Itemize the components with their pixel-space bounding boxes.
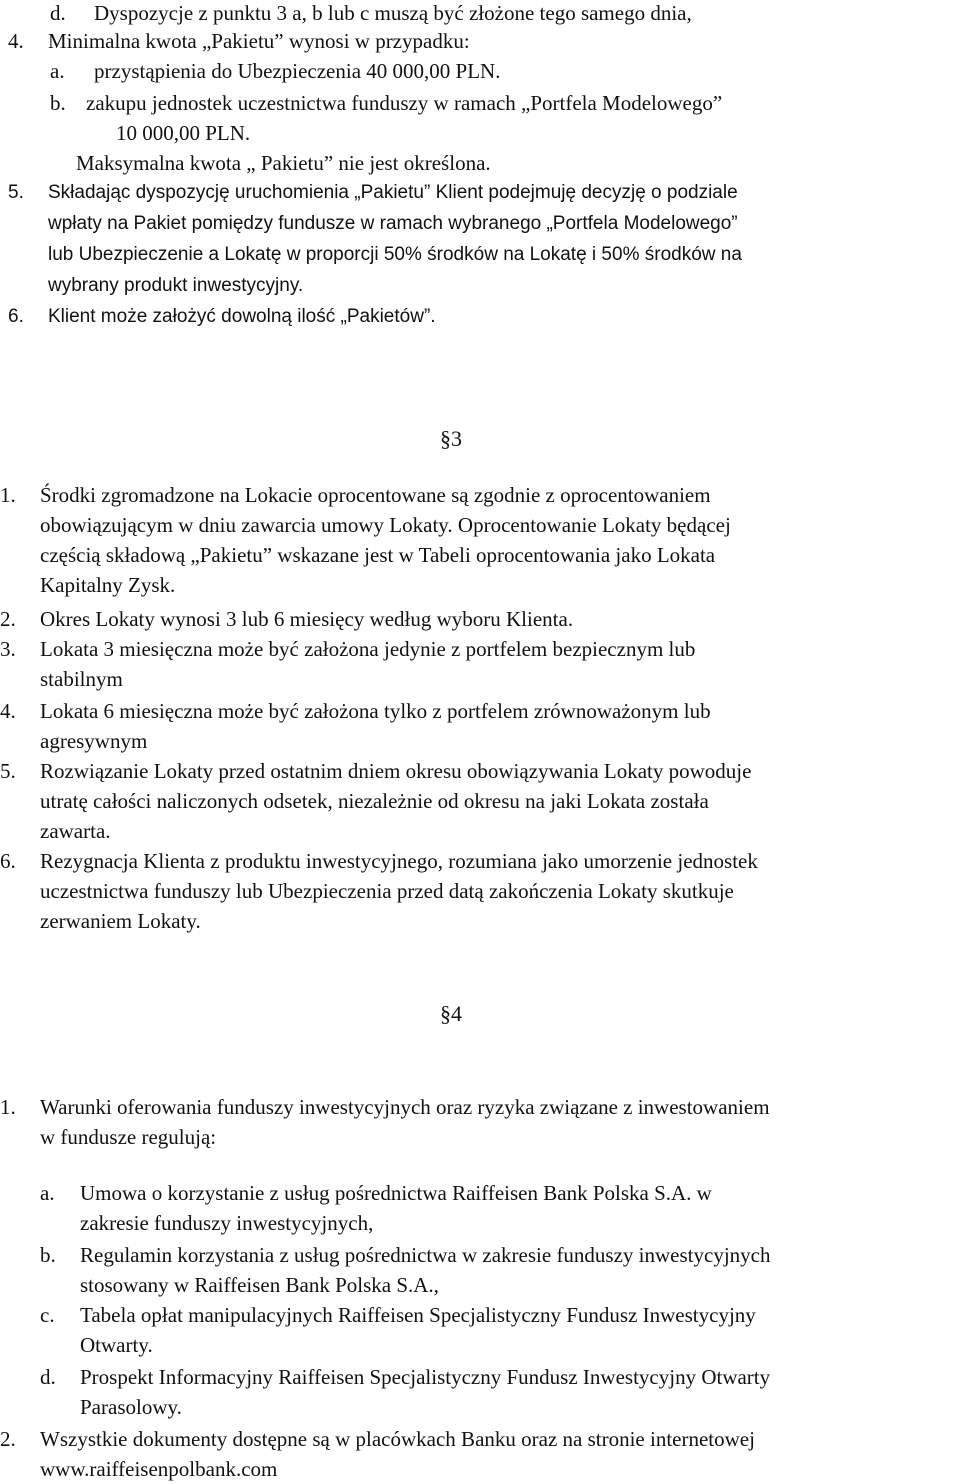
- item-number: 3.: [0, 637, 16, 661]
- section-heading-4: §4: [440, 1001, 462, 1026]
- paragraph-number: 4.: [8, 29, 24, 53]
- item-text: Umowa o korzystanie z usług pośrednictwa Raiffeisen Bank Polska S.A. w: [80, 1181, 712, 1205]
- item-text: Środki zgromadzone na Lokacie oprocentowane są zgodnie z oprocentowaniem: [40, 483, 711, 507]
- item-text: Prospekt Informacyjny Raiffeisen Specjalistyczny Fundusz Inwestycyjny Otwarty: [80, 1365, 771, 1389]
- item-text: Okres Lokaty wynosi 3 lub 6 miesięcy według wyboru Klienta.: [40, 607, 574, 631]
- paragraph-text: Składając dyspozycję uruchomienia „Pakietu” Klient podejmuję decyzję o podziale: [48, 182, 738, 203]
- item-text: zerwaniem Lokaty.: [40, 909, 201, 933]
- item-text: Lokata 3 miesięczna może być założona jedynie z portfelem bezpiecznym lub: [40, 637, 696, 661]
- item-text: przystąpienia do Ubezpieczenia 40 000,00 PLN.: [94, 59, 501, 83]
- item-text: Dyspozycje z punktu 3 a, b lub c muszą być złożone tego samego dnia,: [94, 1, 692, 25]
- section-heading-3: §3: [440, 426, 462, 451]
- website-address: www.raiffeisenpolbank.com: [40, 1457, 278, 1481]
- item-text: 10 000,00 PLN.: [116, 121, 251, 145]
- note-text: Maksymalna kwota „ Pakietu” nie jest określona.: [76, 151, 491, 175]
- item-text: częścią składową „Pakietu” wskazane jest w Tabeli oprocentowania jako Lokata: [40, 543, 716, 567]
- item-number: 2.: [0, 607, 16, 631]
- item-text: uczestnictwa funduszy lub Ubezpieczenia przed datą zakończenia Lokaty skutkuje: [40, 879, 734, 903]
- item-text: stabilnym: [40, 667, 123, 691]
- item-text: Otwarty.: [80, 1333, 153, 1357]
- paragraph-text: wpłaty na Pakiet pomiędzy fundusze w ramach wybranego „Portfela Modelowego”: [48, 213, 738, 234]
- item-number: 6.: [0, 849, 16, 873]
- item-marker: d.: [50, 1, 66, 25]
- item-text: Lokata 6 miesięczna może być założona tylko z portfelem zrównoważonym lub: [40, 699, 711, 723]
- item-text: obowiązującym w dniu zawarcia umowy Lokaty. Oprocentowanie Lokaty będącej: [40, 513, 731, 537]
- item-text: stosowany w Raiffeisen Bank Polska S.A.,: [80, 1273, 439, 1297]
- item-text: zakupu jednostek uczestnictwa funduszy w ramach „Portfela Modelowego”: [86, 91, 723, 115]
- paragraph-text: Klient może założyć dowolną ilość „Pakietów”.: [48, 306, 436, 327]
- paragraph-text: Warunki oferowania funduszy inwestycyjnych oraz ryzyka związane z inwestowaniem: [40, 1095, 770, 1119]
- paragraph-text: Wszystkie dokumenty dostępne są w placówkach Banku oraz na stronie internetowej: [40, 1427, 755, 1451]
- item-text: utratę całości naliczonych odsetek, niezależnie od okresu na jaki Lokata została: [40, 789, 709, 813]
- paragraph-text: lub Ubezpieczenie a Lokatę w proporcji 50% środków na Lokatę i 50% środków na: [48, 244, 742, 265]
- paragraph-text: Minimalna kwota „Pakietu” wynosi w przypadku:: [48, 29, 470, 53]
- item-text: zakresie funduszy inwestycyjnych,: [80, 1211, 374, 1235]
- item-text: Rozwiązanie Lokaty przed ostatnim dniem okresu obowiązywania Lokaty powoduje: [40, 759, 752, 783]
- item-number: 1.: [0, 483, 16, 507]
- item-number: 4.: [0, 699, 16, 723]
- item-number: 5.: [0, 759, 16, 783]
- paragraph-number: 6.: [8, 306, 24, 327]
- item-text: Tabela opłat manipulacyjnych Raiffeisen Specjalistyczny Fundusz Inwestycyjny: [80, 1303, 756, 1327]
- item-marker: b.: [50, 91, 66, 115]
- item-text: agresywnym: [40, 729, 148, 753]
- paragraph-text: wybrany produkt inwestycyjny.: [48, 275, 304, 296]
- item-text: Parasolowy.: [80, 1395, 182, 1419]
- item-marker: c.: [40, 1303, 55, 1327]
- item-marker: b.: [40, 1243, 56, 1267]
- paragraph-number: 1.: [0, 1095, 16, 1119]
- item-text: Kapitalny Zysk.: [40, 573, 176, 597]
- item-marker: a.: [40, 1181, 55, 1205]
- item-text: Regulamin korzystania z usług pośrednictwa w zakresie funduszy inwestycyjnych: [80, 1243, 771, 1267]
- paragraph-number: 2.: [0, 1427, 16, 1451]
- paragraph-number: 5.: [8, 182, 24, 203]
- item-marker: a.: [50, 59, 65, 83]
- item-marker: d.: [40, 1365, 56, 1389]
- paragraph-text: w fundusze regulują:: [40, 1125, 217, 1149]
- item-text: Rezygnacja Klienta z produktu inwestycyjnego, rozumiana jako umorzenie jednostek: [40, 849, 758, 873]
- item-text: zawarta.: [40, 819, 111, 843]
